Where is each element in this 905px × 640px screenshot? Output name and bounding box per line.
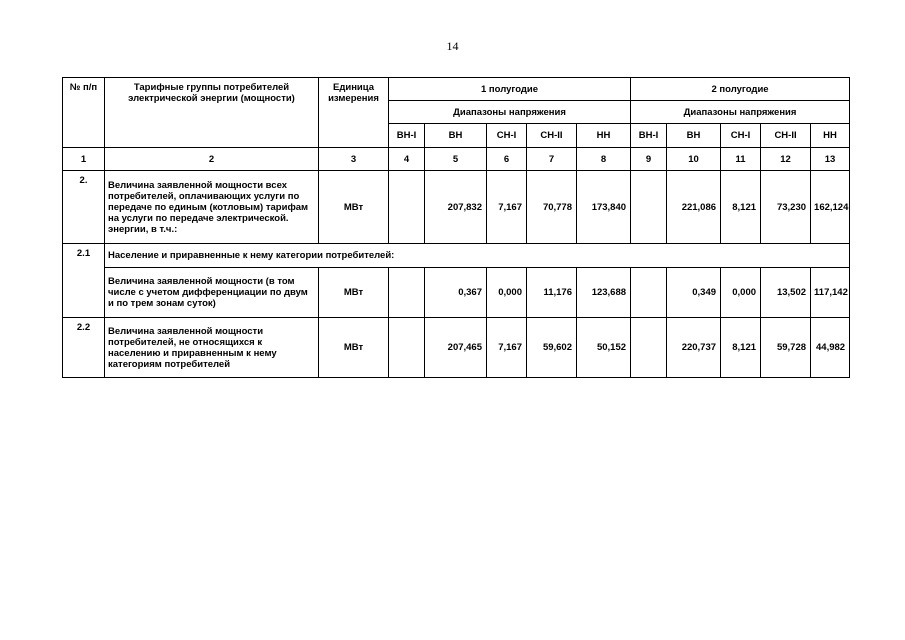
header-voltage: СН-I [487, 124, 527, 148]
column-number: 2 [105, 148, 319, 171]
column-number: 4 [389, 148, 425, 171]
row-description: Величина заявленной мощности (в том числе с учетом дифференциации по двум и по трем зонам суток) [105, 268, 319, 318]
header-voltage: СН-II [761, 124, 811, 148]
row-number: 2. [63, 171, 105, 244]
header-voltage: ВН-I [389, 124, 425, 148]
value-cell [631, 171, 667, 244]
header-half-1: 1 полугодие [389, 78, 631, 101]
header-voltage: НН [811, 124, 850, 148]
value-cell: 162,124 [811, 171, 850, 244]
column-number: 11 [721, 148, 761, 171]
header-voltage: ВН [667, 124, 721, 148]
value-cell: 220,737 [667, 318, 721, 378]
row-description: Величина заявленной мощности всех потребителей, оплачивающих услуги по передаче по единым (котловым) тарифам на услуги по передаче электрической. энергии, в т.ч.: [105, 171, 319, 244]
tariff-table [62, 77, 850, 378]
value-cell: 207,465 [425, 318, 487, 378]
column-number: 10 [667, 148, 721, 171]
table-row [63, 268, 850, 318]
header-voltage-ranges-1: Диапазоны напряжения [389, 101, 631, 124]
header-group: Тарифные группы потребителей электрической энергии (мощности) [105, 78, 319, 148]
value-cell: 0,367 [425, 268, 487, 318]
column-number: 8 [577, 148, 631, 171]
row-unit: МВт [319, 268, 389, 318]
column-number: 6 [487, 148, 527, 171]
value-cell: 59,728 [761, 318, 811, 378]
column-number: 5 [425, 148, 487, 171]
page-number: 14 [446, 39, 459, 53]
column-number: 13 [811, 148, 850, 171]
header-voltage: ВН [425, 124, 487, 148]
column-number: 12 [761, 148, 811, 171]
value-cell: 0,000 [721, 268, 761, 318]
column-number: 9 [631, 148, 667, 171]
value-cell: 8,121 [721, 318, 761, 378]
row-unit: МВт [319, 318, 389, 378]
row-number: 2.2 [63, 318, 105, 378]
value-cell: 117,142 [811, 268, 850, 318]
row-unit: МВт [319, 171, 389, 244]
value-cell: 7,167 [487, 318, 527, 378]
row-number: 2.1 [63, 244, 105, 318]
value-cell: 11,176 [527, 268, 577, 318]
section-title: Население и приравненные к нему категории потребителей: [105, 244, 850, 268]
value-cell: 0,349 [667, 268, 721, 318]
value-cell: 123,688 [577, 268, 631, 318]
column-number-row [63, 148, 850, 171]
row-description: Величина заявленной мощности потребителей, не относящихся к населению и приравненным к нему категориям потребителей [105, 318, 319, 378]
value-cell: 207,832 [425, 171, 487, 244]
header-voltage: СН-I [721, 124, 761, 148]
table-row [63, 318, 850, 378]
header-voltage-ranges-2: Диапазоны напряжения [631, 101, 850, 124]
value-cell: 0,000 [487, 268, 527, 318]
value-cell: 44,982 [811, 318, 850, 378]
section-row [63, 244, 850, 268]
value-cell [631, 268, 667, 318]
value-cell: 50,152 [577, 318, 631, 378]
value-cell: 73,230 [761, 171, 811, 244]
column-number: 1 [63, 148, 105, 171]
value-cell: 59,602 [527, 318, 577, 378]
table-row [63, 171, 850, 244]
value-cell: 13,502 [761, 268, 811, 318]
header-voltage: СН-II [527, 124, 577, 148]
value-cell [631, 318, 667, 378]
header-voltage: НН [577, 124, 631, 148]
column-number: 3 [319, 148, 389, 171]
header-voltage: ВН-I [631, 124, 667, 148]
value-cell: 7,167 [487, 171, 527, 244]
value-cell [389, 171, 425, 244]
header-no: № п/п [63, 78, 105, 148]
value-cell: 70,778 [527, 171, 577, 244]
header-half-2: 2 полугодие [631, 78, 850, 101]
column-number: 7 [527, 148, 577, 171]
value-cell [389, 268, 425, 318]
value-cell: 173,840 [577, 171, 631, 244]
value-cell: 221,086 [667, 171, 721, 244]
value-cell: 8,121 [721, 171, 761, 244]
header-unit: Единица измерения [319, 78, 389, 148]
value-cell [389, 318, 425, 378]
